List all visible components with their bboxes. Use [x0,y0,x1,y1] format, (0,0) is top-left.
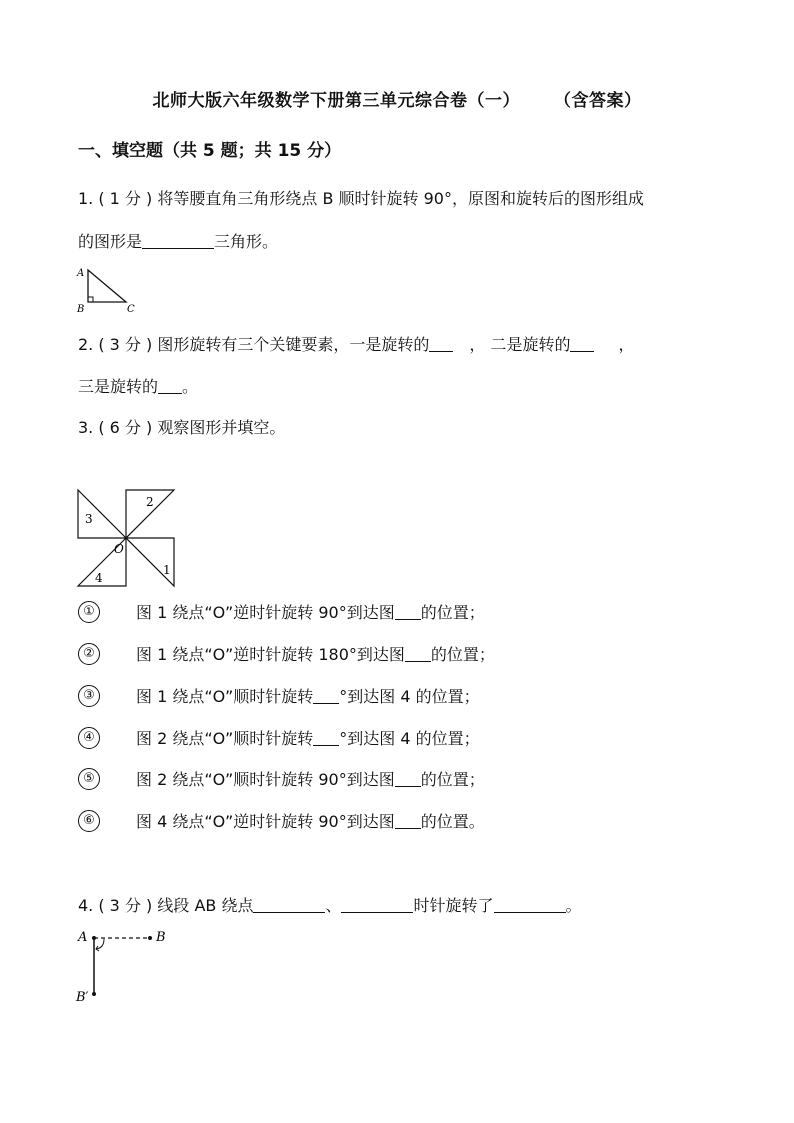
q2-line2-post: 。 [182,377,199,396]
q3-text: 3. ( 6 分 ) 观察图形并填空。 [78,418,286,437]
q2-blank-3[interactable] [158,378,182,394]
item-number: ⑤ [78,768,100,790]
item-number: ② [78,643,100,665]
q3-item-6 [78,809,485,832]
q3-blank-5[interactable] [395,771,421,787]
triangle-1 [126,538,174,586]
label-2: 2 [146,495,154,509]
item-number: ⑥ [78,810,100,832]
item-number: ① [78,601,100,623]
item-text-post: 的位置； [420,770,485,789]
item-text-pre: 图 1 绕点“O”逆时针旋转 90°到达图 [136,603,395,622]
q4-rotation-figure [74,924,174,1008]
item-text-post: °到达图 4 的位置； [339,729,480,748]
q4-blank-2[interactable] [341,897,413,913]
q3-item-3 [78,684,480,707]
q1-line2-post: 三角形。 [214,232,279,251]
label-3: 3 [85,512,93,526]
q4-pre: 4. ( 3 分 ) 线段 AB 绕点 [78,896,254,915]
q3-blank-6[interactable] [395,813,421,829]
label-o: O [114,542,124,556]
q2-mid: ， 二是旋转的 [469,335,571,354]
title-suffix: （含答案） [554,91,642,111]
item-number: ④ [78,727,100,749]
q3-blank-1[interactable] [395,604,421,620]
right-angle-mark [88,297,93,302]
q2-pre: 2. ( 3 分 ) 图形旋转有三个关键要素，一是旋转的 [78,335,430,354]
q2-blank-1[interactable] [429,336,453,352]
item-text-pre: 图 4 绕点“O”逆时针旋转 90°到达图 [136,812,395,831]
triangle-abc [88,270,126,302]
q2-line2-pre: 三是旋转的 [78,377,159,396]
q3-item-1 [78,600,485,623]
label-a: A [78,930,88,945]
q4-mid2: 时针旋转了 [413,896,494,915]
label-a: A [77,268,85,279]
item-text-post: 的位置； [430,645,495,664]
label-1: 1 [163,563,171,577]
q3-blank-4[interactable] [313,730,339,746]
label-b: B [77,304,85,315]
q2-text [78,332,634,355]
q1-answer-blank[interactable] [142,233,214,249]
q3-pinwheel-figure [74,486,184,592]
label-c: C [127,304,135,315]
q4-text [78,893,582,916]
point-a [92,936,96,940]
point-b-prime [92,992,96,996]
item-text-pre: 图 1 绕点“O”顺时针旋转 [136,687,314,706]
q1-line2-pre: 的图形是 [78,232,143,251]
point-b [148,936,152,940]
item-text-pre: 图 1 绕点“O”逆时针旋转 180°到达图 [136,645,405,664]
q2-blank-2[interactable] [570,336,594,352]
q4-mid: 、 [325,896,342,915]
q3-blank-3[interactable] [313,688,339,704]
q3-blank-2[interactable] [405,646,431,662]
item-number: ③ [78,685,100,707]
item-text-pre: 图 2 绕点“O”顺时针旋转 [136,729,314,748]
q2-line2 [78,374,198,397]
q2-post: ， [618,335,635,354]
item-text-pre: 图 2 绕点“O”顺时针旋转 90°到达图 [136,770,395,789]
q3-item-2 [78,642,495,665]
title-main: 北师大版六年级数学下册第三单元综合卷（一） [152,91,520,111]
label-4: 4 [95,571,103,585]
q4-blank-3[interactable] [494,897,566,913]
q3-item-5 [78,767,485,790]
item-text-post: °到达图 4 的位置； [339,687,480,706]
page-title [0,86,794,111]
label-b-prime: B′ [76,990,89,1005]
q4-blank-1[interactable] [253,897,325,913]
q1-line2 [78,229,278,252]
q1-triangle-figure [74,264,144,316]
q4-post: 。 [565,896,582,915]
label-b: B [156,930,166,945]
item-text-post: 的位置； [420,603,485,622]
q3-item-4 [78,726,480,749]
item-text-post: 的位置。 [420,812,485,831]
section-heading: 一、填空题（共 5 题；共 15 分） [78,141,342,161]
q1-text: 1. ( 1 分 ) 将等腰直角三角形绕点 B 顺时针旋转 90°，原图和旋转后的图形组成 [78,189,644,208]
